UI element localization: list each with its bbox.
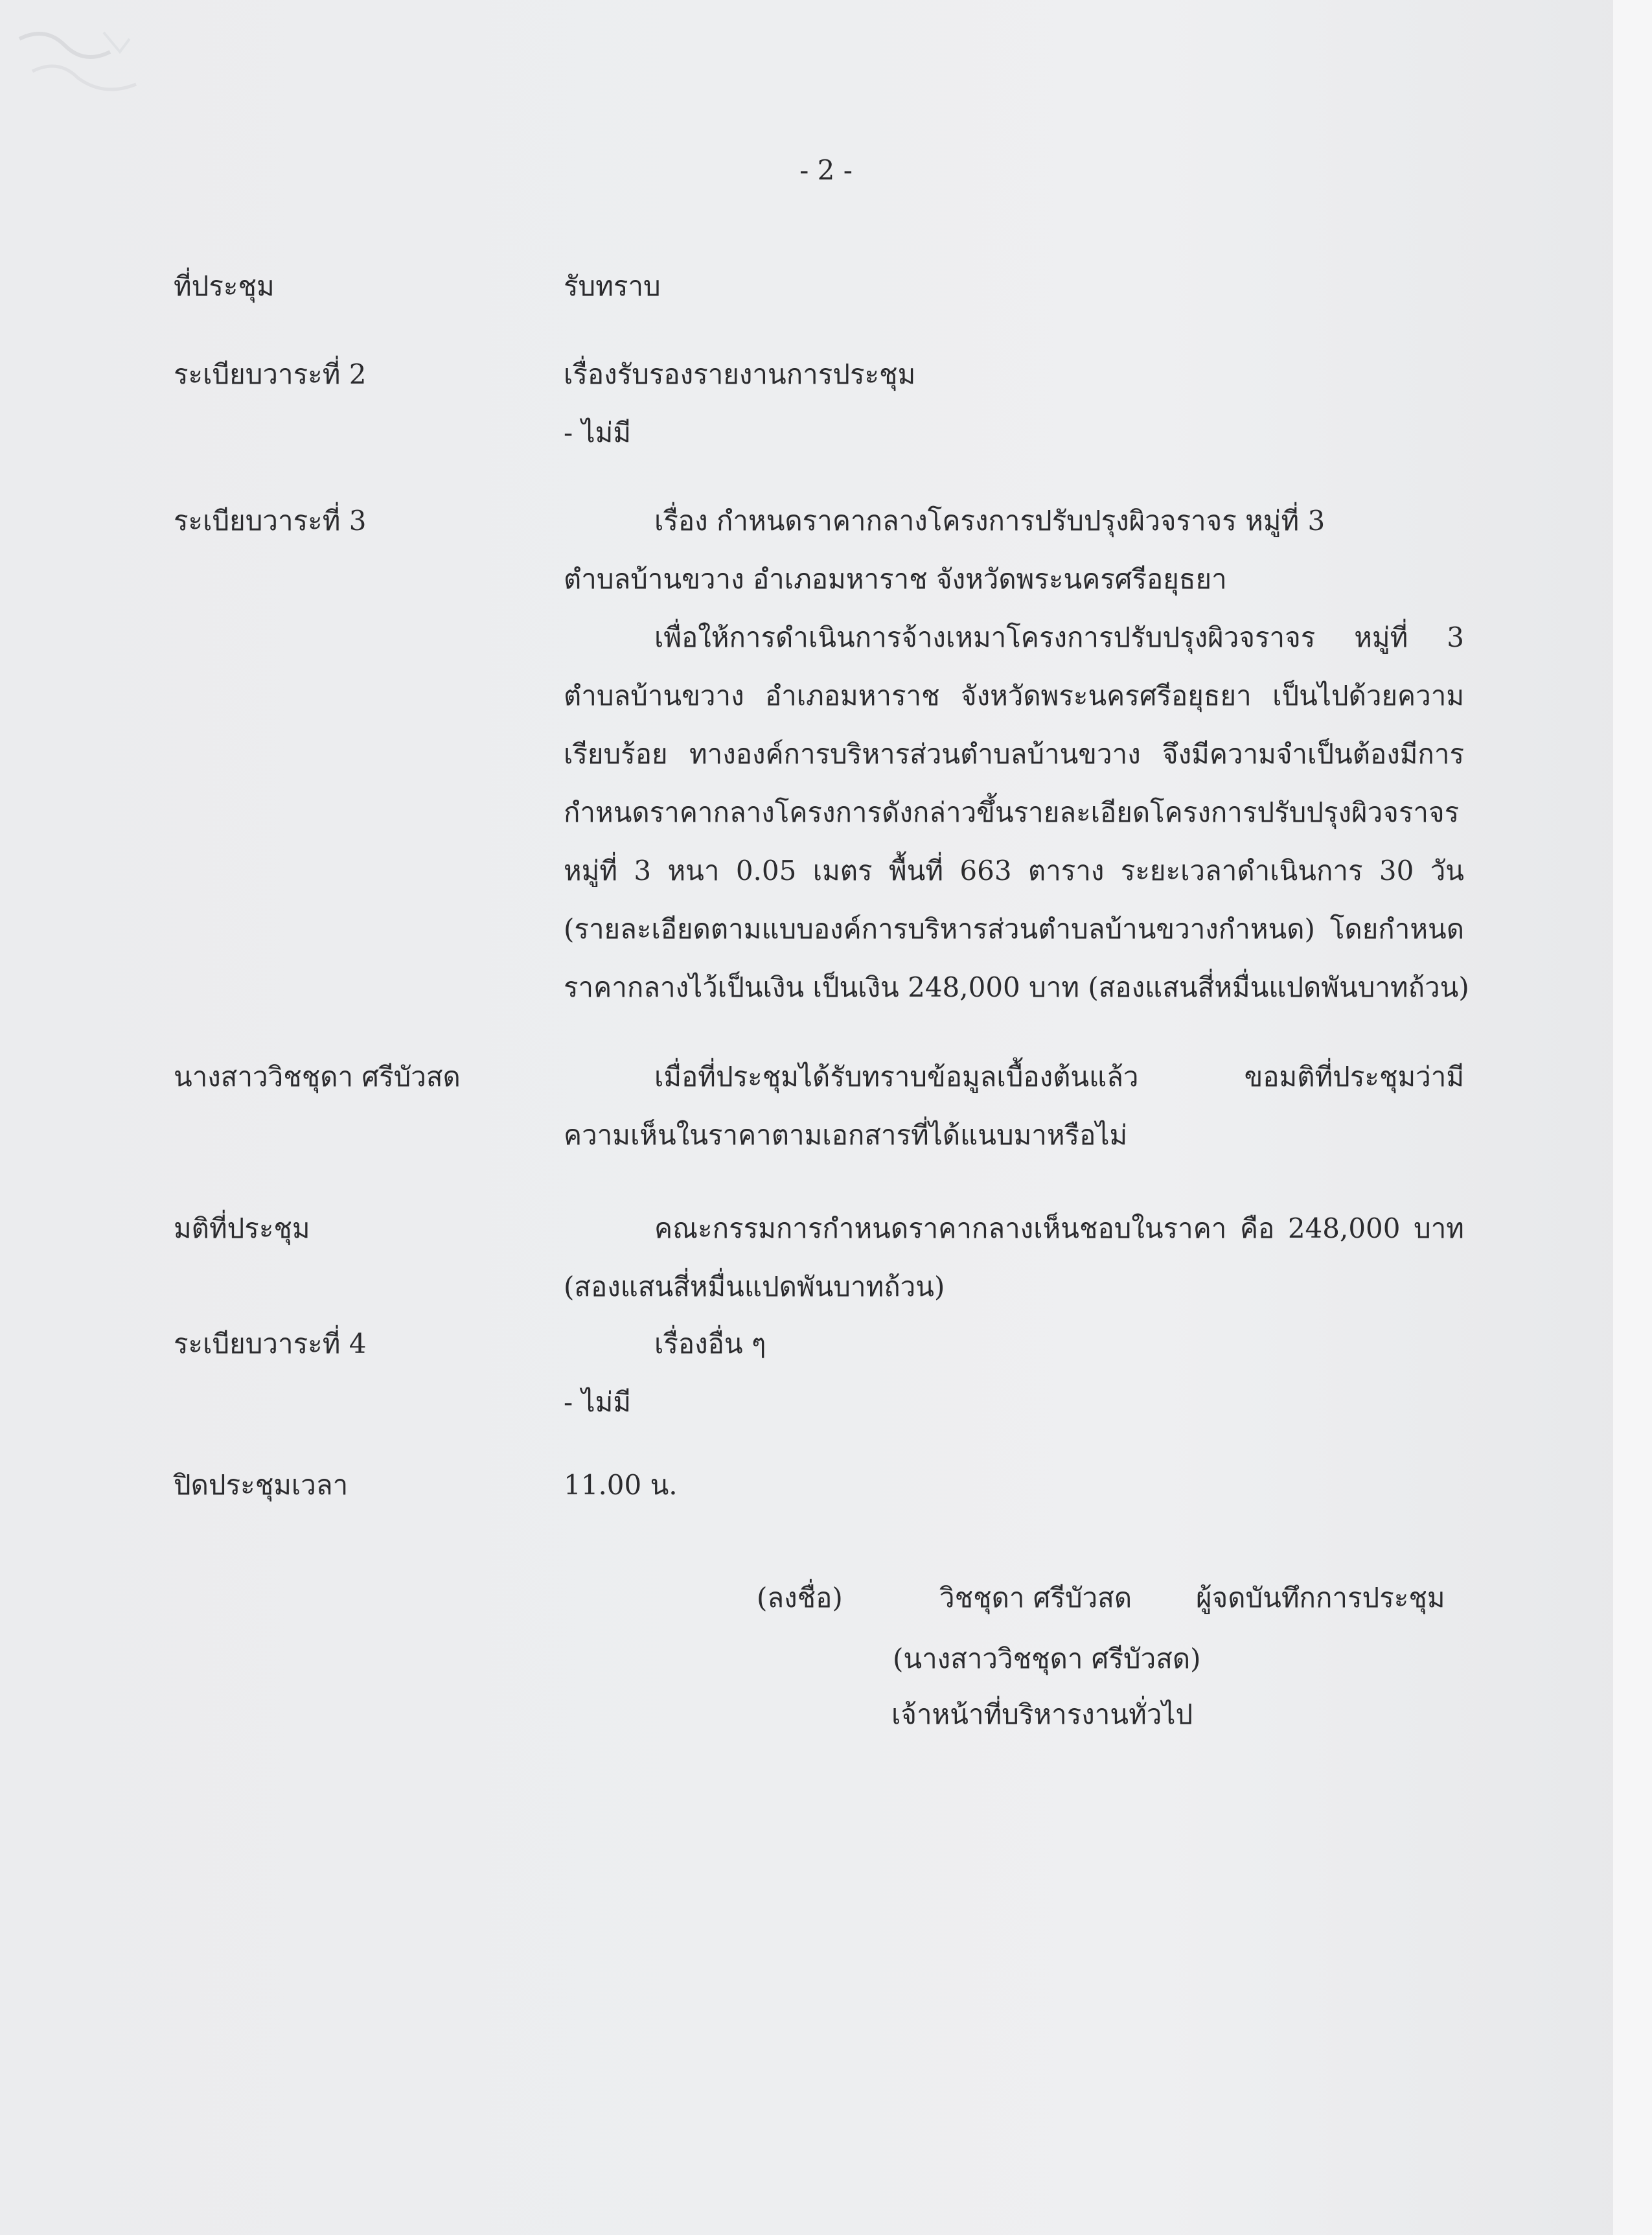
agenda-3-paragraph bbox=[564, 502, 1469, 1026]
speaker-line: ความเห็นในราคาตามเอกสารที่ได้แนบมาหรือไม่ bbox=[564, 1119, 1128, 1151]
section-label-meeting: ที่ประชุม bbox=[174, 270, 275, 302]
agenda-2-title: เรื่องรับรองรายงานการประชุม bbox=[564, 358, 916, 390]
agenda-3-line: เรียบร้อย ทางองค์การบริหารส่วนตำบลบ้านขวาง จึงมีความจำเป็นต้องมีการ bbox=[564, 738, 1464, 770]
agenda-3-line: เพื่อให้การดำเนินการจ้างเหมาโครงการปรับปรุงผิวจราจร หมู่ที่ 3 bbox=[654, 621, 1464, 653]
signature-position: เจ้าหน้าที่บริหารงานทั่วไป bbox=[891, 1698, 1193, 1730]
section-text-acknowledged: รับทราบ bbox=[564, 270, 661, 302]
scan-edge bbox=[1613, 0, 1652, 2235]
agenda-3-line: ราคากลางไว้เป็นเงิน เป็นเงิน 248,000 บาท (สองแสนสี่หมื่นแปดพันบาทถ้วน) bbox=[564, 971, 1469, 1003]
closing-label: ปิดประชุมเวลา bbox=[174, 1469, 349, 1501]
agenda-3-line: หมู่ที่ 3 หนา 0.05 เมตร พื้นที่ 663 ตาราง ระยะเวลาดำเนินการ 30 วัน bbox=[564, 855, 1464, 886]
closing-time: 11.00 น. bbox=[564, 1469, 678, 1501]
resolution-line: คณะกรรมการกำหนดราคากลางเห็นชอบในราคา คือ 248,000 บาท bbox=[654, 1212, 1464, 1244]
agenda-4-label: ระเบียบวาระที่ 4 bbox=[174, 1328, 367, 1360]
agenda-4-title: เรื่องอื่น ๆ bbox=[654, 1328, 766, 1360]
signature-prefix: (ลงชื่อ) bbox=[757, 1582, 843, 1614]
agenda-3-line: เรื่อง กำหนดราคากลางโครงการปรับปรุงผิวจราจร หมู่ที่ 3 bbox=[654, 505, 1325, 537]
agenda-3-line: (รายละเอียดตามแบบองค์การบริหารส่วนตำบลบ้านขวางกำหนด) โดยกำหนด bbox=[564, 913, 1464, 945]
resolution-paragraph bbox=[564, 1209, 1464, 1326]
resolution-line: (สองแสนสี่หมื่นแปดพันบาทถ้วน) bbox=[564, 1271, 945, 1303]
agenda-4-item: - ไม่มี bbox=[564, 1386, 632, 1418]
paper-crease-mark bbox=[6, 13, 155, 117]
signature-full-name: (นางสาววิชชุดา ศรีบัวสด) bbox=[893, 1643, 1201, 1674]
agenda-3-line: กำหนดราคากลางโครงการดังกล่าวขึ้นรายละเอียดโครงการปรับปรุงผิวจราจร bbox=[564, 796, 1460, 828]
agenda-2-label: ระเบียบวาระที่ 2 bbox=[174, 358, 367, 390]
agenda-2-item: - ไม่มี bbox=[564, 417, 632, 448]
agenda-3-line: ตำบลบ้านขวาง อำเภอมหาราช จังหวัดพระนครศรีอยุธยา เป็นไปด้วยความ bbox=[564, 680, 1464, 712]
speaker-paragraph bbox=[564, 1058, 1464, 1174]
signature-role: ผู้จดบันทึกการประชุม bbox=[1196, 1582, 1445, 1614]
page-number: - 2 - bbox=[799, 154, 853, 186]
resolution-label: มติที่ประชุม bbox=[174, 1212, 310, 1244]
agenda-3-label: ระเบียบวาระที่ 3 bbox=[174, 505, 367, 537]
speaker-line: เมื่อที่ประชุมได้รับทราบข้อมูลเบื้องต้นแล้ว ขอมติที่ประชุมว่ามี bbox=[654, 1061, 1464, 1093]
agenda-3-line: ตำบลบ้านขวาง อำเภอมหาราช จังหวัดพระนครศรีอยุธยา bbox=[564, 563, 1227, 595]
signature-name: วิชชุดา ศรีบัวสด bbox=[939, 1582, 1132, 1614]
speaker-label: นางสาววิชชุดา ศรีบัวสด bbox=[174, 1061, 461, 1093]
